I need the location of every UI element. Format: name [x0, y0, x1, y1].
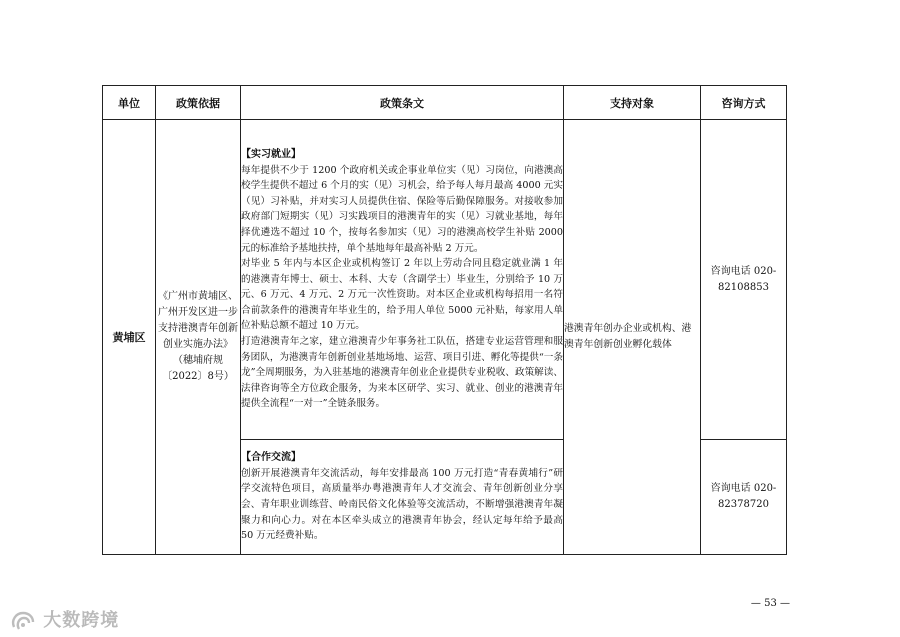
header-target: 支持对象 [564, 86, 701, 120]
contact-cell: 咨询电话 020-82378720 [701, 440, 787, 555]
policy-section-exchange [241, 440, 564, 555]
section-title: 【合作交流】 [241, 452, 301, 464]
table-row [103, 120, 787, 440]
page-number: — 53 — [750, 598, 790, 609]
header-unit: 单位 [103, 86, 156, 120]
policy-table [102, 85, 787, 555]
paragraph: 创新开展港澳青年交流活动，每年安排最高 100 万元打造“青春黄埔行”研学交流特色项目，高质量举办粤港澳青年人才交流会、青年创新创业分享会、青年职业训练营、岭南民俗文化体验等交流活动，不断增强港澳青年凝聚力和向心力。对在本区牵头成立的港澳青年协会，经认定每年给予最高 50 万元经费补贴。 [241, 467, 563, 542]
watermark-logo-icon [10, 610, 36, 632]
section-title: 【实习就业】 [241, 148, 301, 160]
table-header-row [103, 86, 787, 120]
watermark-text: 大数跨境 [43, 610, 120, 631]
header-contact: 咨询方式 [701, 86, 787, 120]
target-cell: 港澳青年创办企业或机构、港澳青年创新创业孵化载体 [564, 120, 701, 555]
unit-cell: 黄埔区 [103, 120, 156, 555]
paragraph: 每年提供不少于 1200 个政府机关或企事业单位实（见）习岗位，向港澳高校学生提供不超过 6 个月的实（见）习机会，给予每人每月最高 4000 元实（见）习补贴，并对实习人员提供住宿、保险等后勤保障服务。对接收参加政府部门短期实（见）习实践项目的港澳青年的实（见）习就业基地，每年择优遴选不超过 10 个，按每名参加实（见）习的港澳高校学生补贴 2000 元的标准给予基地扶持，单个基地每年最高补贴 2 万元。 [241, 164, 563, 254]
header-text: 政策条文 [241, 86, 564, 120]
policy-section-internship [241, 120, 564, 440]
basis-cell: 《广州市黄埔区、广州开发区进一步支持港澳青年创新创业实施办法》（穗埔府规〔2022〕8号） [156, 120, 241, 555]
contact-cell: 咨询电话 020-82108853 [701, 120, 787, 440]
watermark [10, 606, 119, 632]
paragraph: 打造港澳青年之家，建立港澳青少年事务社工队伍，搭建专业运营管理和服务团队，为港澳青年创新创业基地场地、运营、项目引进、孵化等提供“一条龙”全周期服务，为入驻基地的港澳青年创业企业提供专业税收、政策解读、法律咨询等全方位政企服务，为来本区研学、实习、就业、创业的港澳青年提供全流程“一对一”全链条服务。 [241, 336, 563, 410]
paragraph: 对毕业 5 年内与本区企业或机构签订 2 年以上劳动合同且稳定就业满 1 年的港澳青年博士、硕士、本科、大专（含副学士）毕业生，分别给予 10 万元、6 万元、4 万元、2 万元一次性资助。对本区企业或机构每招用一名符合前款条件的港澳青年毕业生的，给予用人单位 5000 元补贴，每家用人单位补贴总额不超过 10 万元。 [241, 258, 563, 332]
header-basis: 政策依据 [156, 86, 241, 120]
